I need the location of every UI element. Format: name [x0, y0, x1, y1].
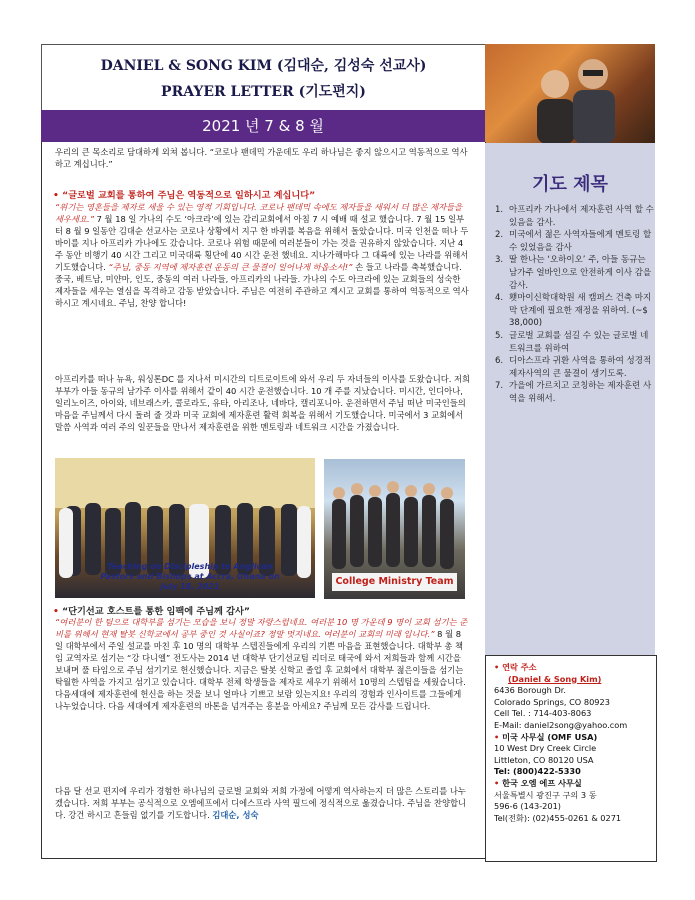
prayer-item-text: 가을에 가르치고 코칭하는 제자훈련 사역을 위해서.	[509, 381, 652, 404]
date-band: 2021 년 7 & 8 월	[41, 110, 485, 142]
section1-heading: • “글로벌 교회를 통하여 주님은 역동적으로 일하시고 계십니다”	[53, 190, 316, 201]
contact-name: (Daniel & Song Kim)	[508, 673, 602, 684]
prayer-item-num: 6.	[495, 356, 504, 367]
contact-heading-text: 연락 주소	[502, 662, 537, 672]
contact-cell: Cell Tel. : 714-403-8063	[494, 708, 592, 719]
section1-p3: 아프리카를 떠나 뉴욕, 워싱톤DC 를 지나서 미시간의 디트로이트에 와서 우리 두 자녀들의 이사를 도왔습니다. 저희 부부가 아들 동규의 남가주 이사를 위해서 같이 40 시간 운전했습니다. 10 개 주를 지났습니다. 미시간, 인디아나, 일리노이즈, 아이와, 네브래스카, 콜로라도, 유타, 아리조나, 네바다, 캘리포니아. 운전하면서 주님 떠난 미국인들의 마음을 주님께서 다시 돌려 줄 것과 미국 교회에 제자훈련 활력 회복을 위해서 기도했습니다. 미국에서 3 교회에서 말씀 사역과 여러 주의 일꾼들을 만나서 제자훈련을 위한 멘토링과 네트워크 시간을 가졌습니다.	[55, 374, 471, 432]
office-us-tel: Tel: (800)422-5330	[494, 766, 581, 777]
section2-heading: • “단기선교 호스트를 통한 임팩에 주님께 감사”	[53, 606, 250, 617]
college-ministry-photo	[324, 459, 465, 599]
office-us-addr2: Littleton, CO 80120 USA	[494, 754, 594, 765]
signature: 김대순, 성숙	[212, 810, 259, 820]
prayer-item	[495, 355, 655, 380]
prayer-item	[495, 380, 655, 405]
prayer-item-num: 3.	[495, 255, 504, 266]
office-us-addr1: 10 West Dry Creek Circle	[494, 743, 597, 754]
section1-quote2: “주님, 중동 지역에 제자훈련 운동의 큰 물결이 일어나게 하옵소서!”	[108, 262, 353, 272]
prayer-item	[495, 292, 655, 330]
prayer-item-text: 딸 한나는 ‘오하이오’ 주, 아들 동규는 남가주 얼바인으로 안전하게 이사 감을 감사.	[509, 255, 652, 291]
prayer-item-num: 1.	[495, 205, 504, 215]
section1-p2: 손 들고 나라를 축복했습니다. 중국, 베트남, 미얀마, 인도, 중동의 여러 나라들, 아프리카의 나라들. 가나의 수도 아크라에 있는 교회들의 성숙한 제자들을 세우는 열심을 목격하고 감동 받았습니다. 주님은 여전히 주관하고 계시고 교회를 통하여 역동적으로 역사하시고 계시네요. 주님, 찬양 합니다!	[55, 262, 469, 308]
ghana-teaching-photo	[55, 458, 315, 598]
prayer-item-text: 디아스프라 귀환 사역을 통하여 성경적 제자사역의 큰 물결이 생기도록.	[509, 356, 652, 379]
prayer-item-text: 글로벌 교회를 섬길 수 있는 글로벌 네트워크를 위하여	[509, 330, 649, 354]
office-kr-heading: • 한국 오엠 에프 사무실	[494, 777, 582, 788]
prayer-item	[495, 254, 655, 292]
section1-body	[55, 201, 471, 309]
photo-caption-college: College Ministry Team	[332, 573, 457, 591]
prayer-item-text: 아프리카 가나에서 제자훈련 사역 할 수 있음을 감사.	[509, 205, 654, 228]
section1-p1: 7 월 18 일 가나의 수도 ‘아크라’에 있는 감리교회에서 아침 7 시 예배 때 설교 했습니다. 7 월 15 일부터 8 월 9 일동안 김대순 선교사는 코로나 상황에서 지구 한 바퀴를 복음을 위해서 돌았습니다. 미국 인천을 떠나 두바이를 지나 아프리카 가나에도 갔습니다. 코로나 위험 때문에 여러분들이 가는 것을 권유하지 않았습니다. 지난 4 주 동안 비행기 40 시간 그리고 미국대륙 횡단에 40 시간 운전 했네요. 지나가해마다 그 대륙에 있는 나라를 위해서 기도했습니다.	[55, 214, 469, 272]
contact-heading: • 연락 주소	[494, 662, 537, 672]
section2-p1: 8 월 8 일 대학부에서 주일 설교를 마친 후 10 명의 대학부 스텝진들에게 우리의 기쁜 마음을 표현했습니다. 대학부 총 책임 교역자로 섬기는 “강 다니엘” 전도사는 2014 년 대학부 단기선교팀 리더로 태국에 와서 저희들과 함께 시간을 보내며 풀 타임으로 주님 섬기기로 헌신했습니다. 지금은 탈봇 신학교 졸업 후 교회에서 대학부 젊은이들을 섬기는 탁월한 사역을 가지고 섬기고 있습니다. 대학부 전체 학생들을 제자로 세우기 위해서 10명의 스텝팀을 세웠습니다. 다음세대에 제자훈련에 헌신을 하는 것을 보니 얼마나 기쁘고 보람 있는지요! 우리의 경험과 인사이트를 그들에게 나누었습니다. 다음 세대에게 제자훈련의 바톤을 넘겨주는 흥분을 아세요? 주님께 모든 감사를 드립니다.	[55, 629, 466, 711]
office-kr-addr1: 서울특별시 광진구 구의 3 동	[494, 789, 597, 800]
letter-header	[41, 44, 486, 119]
couple-photo-figure	[485, 44, 655, 144]
section2-p2-text: 다음 달 선교 편지에 우리가 경험한 하나님의 글로벌 교회와 저희 가정에 어떻게 역사하는지 더 많은 스토리를 나누겠습니다. 저희 부부는 공식적으로 오엠에프에서 디에스프라 사역 필드에 정식적으로 옮겼습니다. 주님을 찬양합니다. 강건 하시고 흔들림 없기를 기도합니다.	[55, 786, 466, 820]
prayer-list	[495, 204, 655, 406]
prayer-item-num: 5.	[495, 330, 504, 341]
prayer-item-num: 4.	[495, 293, 504, 304]
prayer-title: 기도 제목	[532, 174, 608, 195]
contact-box	[485, 655, 657, 862]
section2-p2	[55, 785, 471, 821]
photo-caption-ghana: Teaching on Discipleship to Anglican Pastors and Bishops at Accra, Ghana on July 18, 2021	[100, 562, 280, 591]
office-us-heading: • 미국 사무실 (OMF USA)	[494, 731, 598, 742]
contact-addr1: 6436 Borough Dr.	[494, 685, 566, 696]
office-kr-heading-text: 한국 오엠 에프 사무실	[502, 777, 582, 788]
prayer-item	[495, 229, 655, 254]
section2-quote: “여러분이 한 팀으로 대학부를 섬기는 모습을 보니 정말 자랑스럽네요. 여러분 10 명 가운데 9 명이 교회 섬기는 준비를 위해서 현재 탈봇 신학교에서 공부 중인 것 사실이죠? 정말 멋지네요. 여러분이 교회의 미래 입니다.”	[55, 617, 468, 639]
section1-quote: “위기는 영혼들을 제자로 세울 수 있는 영적 기회입니다. 코로나 팬데믹 속에도 제자들을 세워서 더 많은 제자들을 세우세요.”	[55, 202, 463, 224]
prayer-item	[495, 330, 655, 355]
section2-heading-text: “단기선교 호스트를 통한 임팩에 주님께 감사”	[62, 606, 250, 617]
prayer-item-num: 2.	[495, 230, 504, 241]
intro-paragraph: 우리의 큰 목소리로 담대하게 외쳐 봅니다. “코로나 팬데믹 가운데도 우리 하나님은 좋지 않으시고 역동적으로 역사하고 계십니다.”	[55, 147, 468, 169]
prayer-item	[495, 204, 655, 229]
section1-heading-text: “글로벌 교회를 통하여 주님은 역동적으로 일하시고 계십니다”	[62, 190, 316, 201]
office-us-heading-text: 미국 사무실 (OMF USA)	[502, 731, 598, 742]
header-title-line2: PRAYER LETTER (기도편지)	[161, 84, 366, 100]
prayer-item-text: 횃마이신학대학원 새 캠퍼스 건축 마지막 단계에 필요한 재정을 위하여. (~$ 38,000)	[509, 293, 652, 329]
prayer-item-num: 7.	[495, 381, 504, 392]
contact-addr2: Colorado Springs, CO 80923	[494, 696, 610, 707]
contact-email[interactable]: E-Mail: daniel2song@yahoo.com	[494, 719, 628, 730]
office-kr-tel: Tel(전화): (02)455-0261 & 0271	[494, 812, 622, 823]
header-title-line1: DANIEL & SONG KIM (김대순, 김성숙 선교사)	[100, 58, 427, 74]
prayer-item-text: 미국에서 젊은 사역자들에게 멘토링 할 수 있었음을 감사	[509, 230, 652, 253]
office-kr-addr2: 596-6 (143-201)	[494, 801, 561, 812]
section2-body	[55, 616, 471, 712]
couple-photo	[485, 44, 655, 144]
